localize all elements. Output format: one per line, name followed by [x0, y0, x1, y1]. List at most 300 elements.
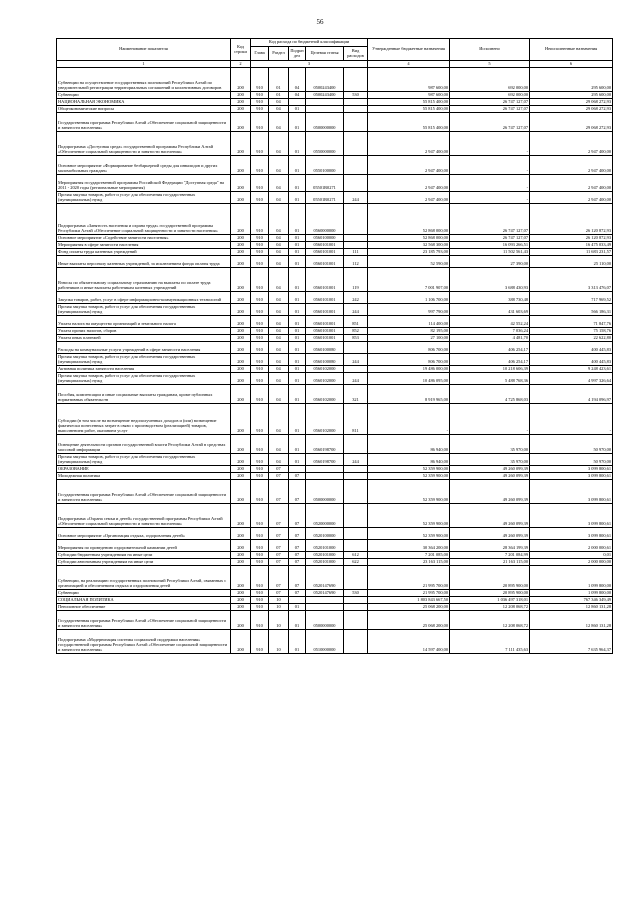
table-row: [57, 590, 613, 597]
cell-glava: 910: [251, 156, 269, 175]
cell-approved: 32 568 300,00: [368, 242, 450, 249]
cell-vr: [344, 597, 368, 604]
cell-vr: 244: [344, 304, 368, 316]
cell-glava: 910: [251, 235, 269, 242]
cell-name: Прочая закупка товаров, работ и услуг для обеспечения государственных (муниципальных) нужд: [57, 373, 231, 385]
cell-podr: 01: [289, 156, 306, 175]
cell-razdel: 07: [269, 473, 289, 480]
cell-cs: 0560100080: [306, 354, 344, 366]
cell-podr: 01: [289, 175, 306, 192]
cell-unexec: 4 997 326,64: [530, 373, 613, 385]
table-row: [57, 366, 613, 373]
cell-approved: 30 364 200,00: [368, 540, 450, 552]
cell-vr: [344, 466, 368, 473]
cell-glava: 910: [251, 92, 269, 99]
cell-code: 200: [231, 366, 251, 373]
cell-code: 200: [231, 630, 251, 654]
cell-code: 200: [231, 99, 251, 106]
cell-name: Государственная программа Республики Алтай «Обеспечение социальной защищенности и занятости населения»: [57, 480, 231, 504]
cell-cs: 0560101001: [306, 256, 344, 268]
cell-approved: 2 947 400,00: [368, 132, 450, 156]
table-row: [57, 373, 613, 385]
cell-cs: 0560102000: [306, 373, 344, 385]
cell-cs: 0560101001: [306, 335, 344, 342]
cell-podr: 07: [289, 540, 306, 552]
cell-approved: 52 868 000,00: [368, 204, 450, 235]
page-number: 56: [316, 18, 324, 26]
cell-unexec: 295 600,00: [530, 68, 613, 92]
col-num: 5: [450, 61, 530, 68]
cell-approved: 10 486 095,00: [368, 373, 450, 385]
cell-cs: 0500000000: [306, 480, 344, 504]
cell-code: 200: [231, 473, 251, 480]
cell-vr: 119: [344, 268, 368, 292]
cell-executed: 431 603,69: [450, 304, 530, 316]
table-row: [57, 540, 613, 552]
cell-razdel: 01: [269, 68, 289, 92]
cell-podr: 07: [289, 480, 306, 504]
cell-executed: 21 163 115,00: [450, 559, 530, 566]
table-body: [57, 68, 613, 654]
table-row: [57, 192, 613, 204]
cell-name: Мероприятия государственной программы Российской Федерации "Доступная среда" на 2011 - 2020 годы (региональные мероприятия): [57, 175, 231, 192]
cell-approved: 2 947 400,00: [368, 175, 450, 192]
cell-glava: 910: [251, 454, 269, 466]
cell-cs: 0500000000: [306, 611, 344, 630]
col-num: 6: [530, 61, 613, 68]
cell-approved: 21 995 700,00: [368, 566, 450, 590]
cell-glava: 910: [251, 373, 269, 385]
cell-podr: 01: [289, 604, 306, 611]
cell-podr: 01: [289, 404, 306, 435]
table-row: [57, 354, 613, 366]
cell-vr: 851: [344, 316, 368, 328]
table-row: [57, 235, 613, 242]
cell-vr: 612: [344, 552, 368, 559]
cell-name: Субвенции, на реализацию государственных полномочий Республики Алтай, связанных с организацией и обеспечением отдыха и оздоровления детей: [57, 566, 231, 590]
cell-name: Пенсионное обеспечение: [57, 604, 231, 611]
cell-vr: 244: [344, 192, 368, 204]
cell-approved: 55 815 400,00: [368, 99, 450, 106]
cell-podr: 01: [289, 328, 306, 335]
cell-razdel: 07: [269, 559, 289, 566]
cell-razdel: 04: [269, 366, 289, 373]
cell-approved: 52 868 000,00: [368, 235, 450, 242]
cell-vr: [344, 566, 368, 590]
cell-code: 200: [231, 566, 251, 590]
cell-name: Подпрограмма «Модернизация системы социальной поддержки населения» государственной программы Республики Алтай «Обеспечение социальной защищенности и занятости населения»: [57, 630, 231, 654]
cell-razdel: 07: [269, 540, 289, 552]
cell-executed: 4 481,70: [450, 335, 530, 342]
cell-executed: 28 364 199,39: [450, 540, 530, 552]
cell-vr: [344, 611, 368, 630]
col-num: 2: [231, 61, 251, 68]
table-row: [57, 385, 613, 404]
cell-approved: 806 700,00: [368, 354, 450, 366]
table-row: [57, 204, 613, 235]
cell-code: 200: [231, 68, 251, 92]
cell-approved: 1 803 843 667,50: [368, 597, 450, 604]
cell-razdel: 04: [269, 106, 289, 113]
header-razdel: Раздел: [269, 47, 289, 61]
cell-cs: [306, 597, 344, 604]
cell-razdel: 04: [269, 204, 289, 235]
cell-podr: 01: [289, 106, 306, 113]
cell-razdel: 04: [269, 99, 289, 106]
cell-name: Фонд оплаты труда казенных учреждений: [57, 249, 231, 256]
cell-approved: 23 163 115,00: [368, 559, 450, 566]
cell-executed: 35 970,00: [450, 435, 530, 454]
cell-executed: 27 390,00: [450, 256, 530, 268]
cell-cs: 0500000000: [306, 113, 344, 132]
cell-name: Уплата иных платежей: [57, 335, 231, 342]
table-row: [57, 435, 613, 454]
cell-glava: 910: [251, 473, 269, 480]
cell-code: 200: [231, 92, 251, 99]
cell-executed: 42 552,24: [450, 316, 530, 328]
table-row: [57, 99, 613, 106]
cell-cs: 0560102000: [306, 404, 344, 435]
cell-cs: 0520101000: [306, 559, 344, 566]
cell-razdel: 04: [269, 304, 289, 316]
cell-name: Подпрограмма «Охрана семьи и детей» государственной программы Республики Алтай «Обеспечение социальной защищенности и занятости населения»: [57, 504, 231, 528]
cell-glava: 910: [251, 366, 269, 373]
cell-cs: 0560101001: [306, 249, 344, 256]
cell-code: 200: [231, 480, 251, 504]
cell-glava: 910: [251, 256, 269, 268]
cell-executed: -: [450, 156, 530, 175]
cell-approved: 55 815 400,00: [368, 113, 450, 132]
cell-cs: 0550100000: [306, 156, 344, 175]
cell-name: Основное мероприятие «Содействие занятости населения»: [57, 235, 231, 242]
cell-unexec: 75 158,76: [530, 328, 613, 335]
cell-name: Субвенции: [57, 590, 231, 597]
cell-podr: 01: [289, 292, 306, 304]
cell-approved: 55 815 400,00: [368, 106, 450, 113]
cell-razdel: 04: [269, 454, 289, 466]
cell-vr: 530: [344, 590, 368, 597]
cell-approved: 2 947 400,00: [368, 192, 450, 204]
cell-unexec: 1 099 800,00: [530, 566, 613, 590]
cell-podr: 01: [289, 435, 306, 454]
table-row: [57, 604, 613, 611]
cell-vr: 111: [344, 249, 368, 256]
cell-unexec: 25 110,00: [530, 256, 613, 268]
cell-code: 200: [231, 404, 251, 435]
cell-executed: 26 747 127,07: [450, 99, 530, 106]
cell-razdel: 04: [269, 268, 289, 292]
table-row: [57, 256, 613, 268]
cell-cs: [306, 99, 344, 106]
cell-razdel: 04: [269, 435, 289, 454]
cell-podr: 01: [289, 316, 306, 328]
cell-code: 200: [231, 192, 251, 204]
cell-code: 200: [231, 385, 251, 404]
cell-unexec: 3 099 800,61: [530, 528, 613, 540]
cell-unexec: 9 248 423,61: [530, 366, 613, 373]
cell-code: 200: [231, 504, 251, 528]
cell-cs: 0520000000: [306, 504, 344, 528]
cell-razdel: 04: [269, 354, 289, 366]
table-row: [57, 559, 613, 566]
cell-razdel: 04: [269, 113, 289, 132]
cell-razdel: 04: [269, 328, 289, 335]
cell-unexec: 12 860 131,28: [530, 611, 613, 630]
cell-glava: 910: [251, 604, 269, 611]
cell-name: ОБРАЗОВАНИЕ: [57, 466, 231, 473]
cell-vr: [344, 68, 368, 92]
cell-podr: 07: [289, 590, 306, 597]
cell-name: Прочая закупка товаров, работ и услуг для обеспечения государственных (муниципальных) нужд: [57, 192, 231, 204]
cell-glava: 910: [251, 192, 269, 204]
cell-cs: 0520147690: [306, 566, 344, 590]
cell-executed: 49 260 099,39: [450, 473, 530, 480]
cell-vr: [344, 630, 368, 654]
table-row: [57, 304, 613, 316]
table-row: [57, 335, 613, 342]
cell-name: Молодежная политика: [57, 473, 231, 480]
cell-glava: 910: [251, 242, 269, 249]
cell-unexec: 29 068 272,93: [530, 106, 613, 113]
cell-razdel: 04: [269, 132, 289, 156]
cell-unexec: 4 194 096,97: [530, 385, 613, 404]
header-unexecuted: Неисполненные назначения: [530, 39, 613, 61]
header-classification: Код расхода по бюджетной классификации: [251, 39, 368, 47]
cell-unexec: 2 947 400,00: [530, 192, 613, 204]
cell-podr: 01: [289, 256, 306, 268]
cell-approved: 987 600,00: [368, 68, 450, 92]
cell-vr: [344, 540, 368, 552]
cell-vr: 811: [344, 404, 368, 435]
table-row: [57, 473, 613, 480]
cell-glava: 910: [251, 316, 269, 328]
cell-unexec: 3 099 800,61: [530, 466, 613, 473]
table-row: [57, 249, 613, 256]
table-row: [57, 504, 613, 528]
cell-executed: -: [450, 404, 530, 435]
table-row: [57, 132, 613, 156]
cell-vr: 242: [344, 292, 368, 304]
cell-code: 200: [231, 373, 251, 385]
cell-code: 200: [231, 132, 251, 156]
cell-podr: 01: [289, 335, 306, 342]
cell-unexec: 3 099 800,61: [530, 504, 613, 528]
cell-cs: 0560101001: [306, 292, 344, 304]
cell-unexec: 566 186,31: [530, 304, 613, 316]
budget-execution-table: [56, 38, 613, 654]
table-row: [57, 466, 613, 473]
cell-podr: 01: [289, 342, 306, 354]
cell-razdel: 04: [269, 292, 289, 304]
cell-razdel: 04: [269, 249, 289, 256]
cell-code: 200: [231, 113, 251, 132]
cell-approved: 82 195,00: [368, 328, 450, 335]
cell-cs: 0510000000: [306, 630, 344, 654]
cell-podr: 01: [289, 204, 306, 235]
table-row: [57, 175, 613, 192]
cell-name: Общеэкономические вопросы: [57, 106, 231, 113]
cell-approved: 25 068 200,00: [368, 604, 450, 611]
cell-unexec: 3 313 476,07: [530, 268, 613, 292]
cell-code: 200: [231, 304, 251, 316]
cell-glava: 910: [251, 566, 269, 590]
cell-approved: 52 359 900,00: [368, 473, 450, 480]
cell-cs: 0520147690: [306, 590, 344, 597]
cell-code: 200: [231, 268, 251, 292]
cell-unexec: 11 683 231,57: [530, 249, 613, 256]
cell-glava: 910: [251, 559, 269, 566]
cell-podr: 01: [289, 366, 306, 373]
cell-name: Расходы на коммунальные услуги учреждений в сфере занятости населения: [57, 342, 231, 354]
cell-cs: 0560101001: [306, 328, 344, 335]
cell-razdel: 04: [269, 335, 289, 342]
cell-executed: 7 201 084,99: [450, 552, 530, 559]
cell-cs: 0560102000: [306, 385, 344, 404]
cell-executed: 4 725 868,03: [450, 385, 530, 404]
cell-unexec: 3 099 800,61: [530, 473, 613, 480]
cell-approved: 21 995 700,00: [368, 590, 450, 597]
cell-approved: 1 106 700,00: [368, 292, 450, 304]
cell-podr: 01: [289, 630, 306, 654]
cell-vr: [344, 242, 368, 249]
cell-vr: 244: [344, 373, 368, 385]
cell-code: 200: [231, 466, 251, 473]
cell-vr: [344, 342, 368, 354]
cell-executed: 10 218 606,39: [450, 366, 530, 373]
cell-vr: [344, 528, 368, 540]
table-row: [57, 92, 613, 99]
cell-glava: 910: [251, 342, 269, 354]
cell-podr: 07: [289, 528, 306, 540]
header-target: Целевая статья: [306, 47, 344, 61]
cell-approved: 23 185 793,00: [368, 249, 450, 256]
cell-name: Основное мероприятие «Организация отдыха, оздоровления детей»: [57, 528, 231, 540]
cell-vr: [344, 480, 368, 504]
cell-glava: 910: [251, 354, 269, 366]
col-num: 1: [57, 61, 231, 68]
cell-razdel: 04: [269, 235, 289, 242]
cell-vr: [344, 204, 368, 235]
table-row: [57, 106, 613, 113]
cell-razdel: 07: [269, 590, 289, 597]
cell-approved: 52 590,00: [368, 256, 450, 268]
cell-vr: [344, 435, 368, 454]
cell-podr: 01: [289, 373, 306, 385]
cell-cs: 0560102000: [306, 366, 344, 373]
cell-glava: 910: [251, 99, 269, 106]
cell-glava: 910: [251, 597, 269, 604]
cell-vr: 852: [344, 328, 368, 335]
cell-razdel: 04: [269, 373, 289, 385]
cell-code: 200: [231, 249, 251, 256]
cell-cs: 0500243400: [306, 68, 344, 92]
cell-unexec: 26 120 872,93: [530, 235, 613, 242]
cell-glava: 910: [251, 113, 269, 132]
cell-cs: 0500243400: [306, 92, 344, 99]
cell-name: Субвенции: [57, 92, 231, 99]
cell-unexec: 1 099 800,00: [530, 590, 613, 597]
cell-executed: 388 730,48: [450, 292, 530, 304]
header-name: Наименование показателя: [57, 39, 231, 61]
cell-approved: 7 001 907,00: [368, 268, 450, 292]
table-row: [57, 454, 613, 466]
cell-podr: 01: [289, 354, 306, 366]
cell-cs: 0560101001: [306, 304, 344, 316]
table-row: [57, 611, 613, 630]
cell-name: Прочая закупка товаров, работ и услуг для обеспечения государственных (муниципальных) нужд: [57, 304, 231, 316]
table-row: [57, 156, 613, 175]
cell-executed: 406 254,17: [450, 342, 530, 354]
table-row: [57, 268, 613, 292]
cell-name: Мероприятия по проведению оздоровительной кампании детей: [57, 540, 231, 552]
cell-glava: 910: [251, 552, 269, 559]
cell-vr: [344, 132, 368, 156]
cell-razdel: 10: [269, 597, 289, 604]
cell-glava: 910: [251, 611, 269, 630]
table-row: [57, 316, 613, 328]
cell-razdel: 10: [269, 604, 289, 611]
cell-code: 200: [231, 597, 251, 604]
cell-podr: 01: [289, 611, 306, 630]
cell-cs: 0550000000: [306, 132, 344, 156]
cell-podr: 07: [289, 552, 306, 559]
cell-podr: 01: [289, 385, 306, 404]
cell-razdel: 07: [269, 466, 289, 473]
cell-razdel: 07: [269, 528, 289, 540]
cell-vr: 112: [344, 256, 368, 268]
cell-code: 200: [231, 540, 251, 552]
table-row: [57, 68, 613, 92]
cell-cs: [306, 106, 344, 113]
cell-approved: 52 359 900,00: [368, 466, 450, 473]
table-row: [57, 552, 613, 559]
cell-executed: 11 502 561,43: [450, 249, 530, 256]
cell-razdel: 04: [269, 175, 289, 192]
cell-code: 200: [231, 342, 251, 354]
cell-razdel: 04: [269, 156, 289, 175]
cell-razdel: 04: [269, 256, 289, 268]
cell-name: Основное мероприятие «Формирование безбарьерной среды для инвалидов и других маломобильных граждан»: [57, 156, 231, 175]
cell-executed: -: [450, 175, 530, 192]
cell-razdel: 10: [269, 611, 289, 630]
cell-name: Уплата налога на имущество организаций и земельного налога: [57, 316, 231, 328]
cell-approved: 8 919 965,00: [368, 385, 450, 404]
cell-podr: 01: [289, 454, 306, 466]
cell-approved: 52 359 900,00: [368, 504, 450, 528]
cell-name: Взносы по обязательному социальному страхованию на выплаты по оплате труда работников и иные выплаты работникам казенных учреждений: [57, 268, 231, 292]
cell-code: 200: [231, 204, 251, 235]
table-row: [57, 328, 613, 335]
cell-executed: 16 093 266,51: [450, 242, 530, 249]
cell-glava: 910: [251, 132, 269, 156]
cell-glava: 910: [251, 204, 269, 235]
cell-glava: 910: [251, 590, 269, 597]
cell-executed: 26 747 127,07: [450, 106, 530, 113]
cell-executed: 35 970,00: [450, 454, 530, 466]
cell-approved: 25 068 200,00: [368, 611, 450, 630]
cell-executed: 26 747 127,07: [450, 204, 530, 235]
cell-podr: 01: [289, 113, 306, 132]
cell-vr: [344, 504, 368, 528]
cell-executed: 49 260 099,39: [450, 480, 530, 504]
table-row: [57, 597, 613, 604]
cell-razdel: 04: [269, 385, 289, 404]
cell-unexec: 29 068 272,93: [530, 113, 613, 132]
cell-podr: [289, 597, 306, 604]
cell-code: 200: [231, 435, 251, 454]
cell-code: 200: [231, 242, 251, 249]
cell-approved: 7 201 085,00: [368, 552, 450, 559]
